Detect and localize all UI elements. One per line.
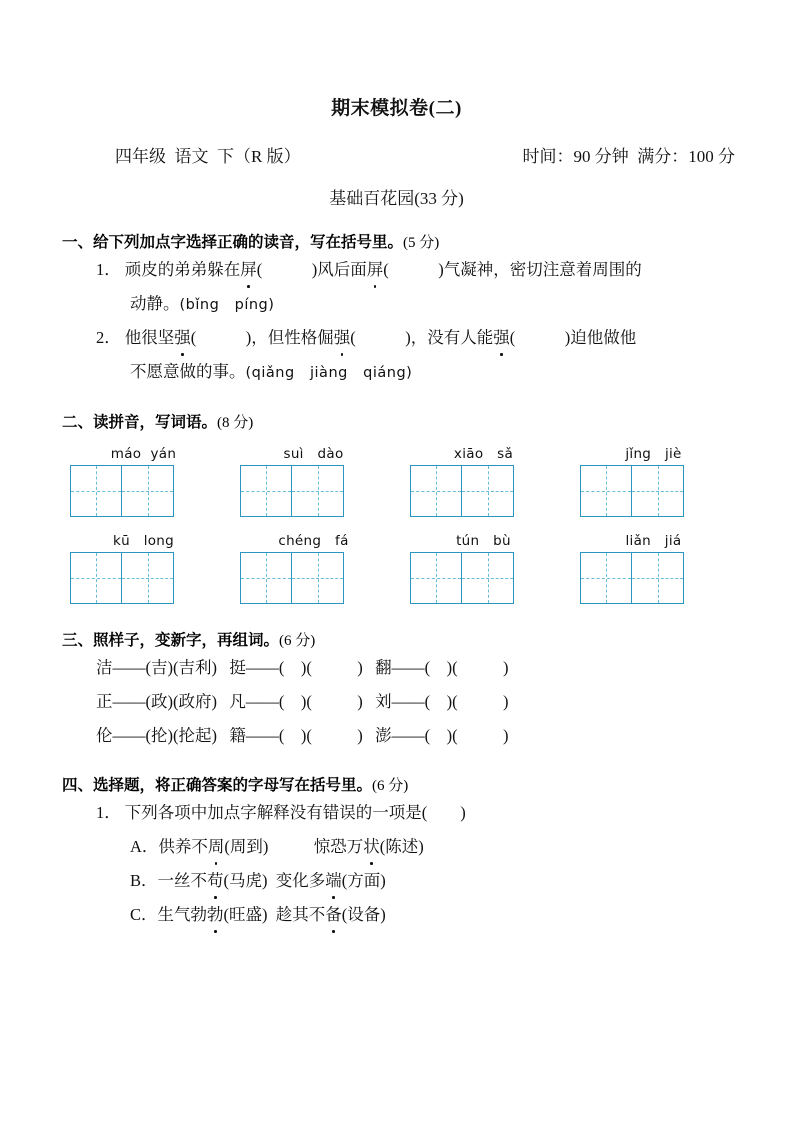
dotted-char: 强 xyxy=(174,321,191,355)
writing-cell[interactable] xyxy=(410,552,462,604)
section-1-item-2-cont xyxy=(96,355,741,389)
item-text-d: ( )迫他做他 xyxy=(509,327,637,347)
item-number: 1． xyxy=(96,260,121,280)
writing-cell[interactable] xyxy=(70,552,122,604)
writing-boxes xyxy=(410,552,557,604)
pinyin-grid-group xyxy=(410,446,557,517)
item-text-c: ( )气凝神，密切注意着周围的 xyxy=(383,260,642,280)
writing-cell[interactable] xyxy=(240,552,292,604)
choice-phrase2-gloss: (陈述) xyxy=(379,837,424,857)
section-4 xyxy=(0,775,793,932)
choice-gap xyxy=(268,837,313,856)
dotted-char: 端 xyxy=(325,864,342,898)
pinyin-grid-group xyxy=(240,533,387,604)
pinyin-grid-group xyxy=(410,533,557,604)
writing-cell[interactable] xyxy=(580,465,632,517)
writing-cell[interactable] xyxy=(462,552,514,604)
writing-boxes xyxy=(240,552,387,604)
exam-info-line xyxy=(0,121,793,167)
writing-cell[interactable] xyxy=(462,465,514,517)
pinyin-grid-row-1 xyxy=(70,446,741,517)
item-number: 1． xyxy=(96,803,121,823)
section-1-heading-text: 一、给下列加点字选择正确的读音，写在括号里。 xyxy=(62,232,404,251)
pinyin-options: (qiǎng jiàng qiáng) xyxy=(245,364,413,381)
choice-label: A． xyxy=(130,837,159,857)
writing-cell[interactable] xyxy=(122,552,174,604)
choice-phrase2-pre: 变化多 xyxy=(275,870,326,890)
section-3-body xyxy=(62,651,741,752)
choice-phrase-pre: 一丝不 xyxy=(157,870,208,890)
pinyin-label: chéng fá xyxy=(278,532,349,549)
pinyin-grid-group xyxy=(580,533,727,604)
word-transform-row: 伦——(抡)(抡起) 籍——( )( ) 澎——( )( ) xyxy=(96,725,509,745)
section-4-body xyxy=(62,796,741,931)
section-4-item-1 xyxy=(96,796,741,830)
writing-cell[interactable] xyxy=(410,465,462,517)
exam-subject-info: 四年级 语文 下（R 版） xyxy=(115,146,301,166)
item-text-b: ( )，但性格倔 xyxy=(190,327,334,347)
page-title: 期末模拟卷(二) xyxy=(331,98,462,119)
choice-gap xyxy=(268,871,276,890)
writing-boxes xyxy=(240,465,387,517)
section-1-item-1 xyxy=(96,253,741,287)
choice-phrase-pre: 供养不 xyxy=(158,837,208,857)
writing-cell[interactable] xyxy=(292,552,344,604)
pinyin-grid-row-2 xyxy=(70,533,741,604)
choice-option-a[interactable] xyxy=(96,830,741,864)
section-4-heading xyxy=(62,775,741,797)
writing-cell[interactable] xyxy=(292,465,344,517)
choice-option-c[interactable] xyxy=(96,898,741,932)
pinyin-label: máo yán xyxy=(110,445,177,462)
choice-label: B． xyxy=(130,870,158,890)
item-number: 2． xyxy=(96,327,121,347)
dotted-char: 强 xyxy=(334,321,351,355)
writing-cell[interactable] xyxy=(632,552,684,604)
exam-time-score-info: 时间：90 分钟 满分：100 分 xyxy=(522,146,735,166)
section-3-heading-text: 三、照样子，变新字，再组词。 xyxy=(62,630,280,649)
dotted-char: 备 xyxy=(325,898,342,932)
choice-phrase2-pre: 趁其不 xyxy=(275,904,326,924)
writing-boxes xyxy=(580,465,727,517)
section-2-heading xyxy=(62,412,741,434)
section-3 xyxy=(0,630,793,753)
item-text-line2: 动静。 xyxy=(130,293,180,313)
section-2-heading-text: 二、读拼音，写词语。 xyxy=(62,413,218,432)
pinyin-label: jǐng jiè xyxy=(625,445,682,462)
pinyin-label: liǎn jiá xyxy=(625,532,682,549)
word-transform-row: 洁——(吉)(吉利) 挺——( )( ) 翻——( )( ) xyxy=(96,658,509,678)
writing-cell[interactable] xyxy=(70,465,122,517)
writing-boxes xyxy=(580,552,727,604)
dotted-char: 苟 xyxy=(207,864,224,898)
pinyin-grid-group xyxy=(240,446,387,517)
choice-phrase-gloss: (旺盛) xyxy=(223,904,268,924)
section-1-heading xyxy=(62,232,741,254)
dotted-char: 屏 xyxy=(367,253,384,287)
dotted-char: 屏 xyxy=(240,253,257,287)
section-1-body xyxy=(62,253,741,388)
writing-cell[interactable] xyxy=(240,465,292,517)
writing-cell[interactable] xyxy=(580,552,632,604)
dotted-char: 强 xyxy=(493,321,510,355)
item-text-b: ( )风后面 xyxy=(256,260,367,280)
writing-boxes xyxy=(410,465,557,517)
choice-label: C． xyxy=(130,904,158,924)
item-text-a: 他很坚 xyxy=(124,327,175,347)
choice-phrase-gloss: (周到) xyxy=(224,837,269,857)
pinyin-options: (bǐng píng) xyxy=(179,296,275,313)
item-text-c: ( )，没有人能 xyxy=(350,327,494,347)
pinyin-label: xiāo sǎ xyxy=(453,445,514,462)
pinyin-grid-area xyxy=(62,446,741,604)
word-transform-row: 正——(政)(政府) 凡——( )( ) 刘——( )( ) xyxy=(96,692,509,712)
writing-cell[interactable] xyxy=(122,465,174,517)
section-3-score: (6 分) xyxy=(279,632,316,649)
pinyin-label: kū long xyxy=(112,532,175,549)
choice-phrase-gloss: (马虎) xyxy=(223,870,268,890)
choice-phrase-pre: 生气勃 xyxy=(157,904,208,924)
choice-phrase2-pre: 惊恐万 xyxy=(313,837,364,857)
section-1 xyxy=(0,232,793,389)
writing-cell[interactable] xyxy=(632,465,684,517)
section-4-score: (6 分) xyxy=(372,777,409,794)
item-text: 下列各项中加点字解释没有错误的一项是( ) xyxy=(124,803,466,823)
section-banner: 基础百花园(33 分) xyxy=(329,189,464,209)
dotted-char: 周 xyxy=(208,830,225,864)
writing-boxes xyxy=(70,552,217,604)
section-4-heading-text: 四、选择题，将正确答案的字母写在括号里。 xyxy=(62,775,373,794)
choice-gap xyxy=(268,905,276,924)
dotted-char: 状 xyxy=(363,830,380,864)
section-2 xyxy=(0,412,793,604)
choice-phrase2-gloss: (方面) xyxy=(341,870,386,890)
section-1-item-1-cont xyxy=(96,287,741,321)
section-1-score: (5 分) xyxy=(403,234,440,251)
section-3-heading xyxy=(62,630,741,652)
pinyin-label: suì dào xyxy=(283,445,344,462)
item-text-a: 顽皮的弟弟躲在 xyxy=(124,260,241,280)
pinyin-label: tún bù xyxy=(456,532,511,549)
section-1-item-2 xyxy=(96,321,741,355)
pinyin-grid-group xyxy=(70,533,217,604)
writing-boxes xyxy=(70,465,217,517)
choice-option-b[interactable] xyxy=(96,864,741,898)
choice-phrase2-gloss: (设备) xyxy=(341,904,386,924)
pinyin-grid-group xyxy=(580,446,727,517)
item-text-line2: 不愿意做的事。 xyxy=(130,361,246,381)
dotted-char: 勃 xyxy=(207,898,224,932)
pinyin-grid-group xyxy=(70,446,217,517)
section-2-score: (8 分) xyxy=(217,415,254,432)
